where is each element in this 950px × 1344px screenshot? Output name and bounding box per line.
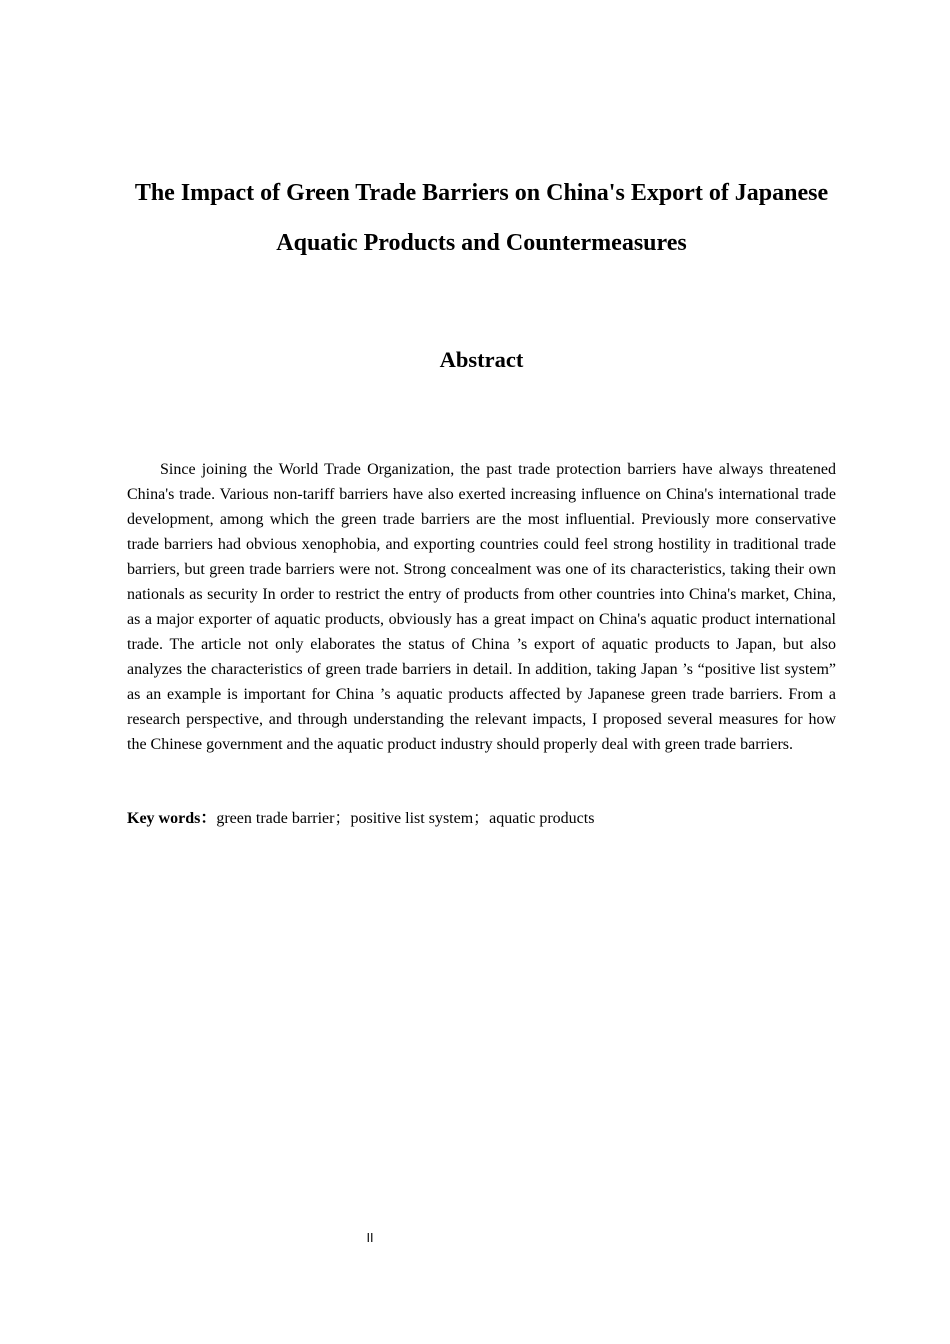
page-number: II (366, 1231, 374, 1245)
abstract-heading: Abstract (439, 347, 524, 372)
document-title: The Impact of Green Trade Barriers on China's Export of Japanese Aquatic Products and Countermeasures (134, 180, 829, 256)
keywords-text: green trade barrier；positive list system；aquatic products (216, 810, 595, 827)
abstract-paragraph: Since joining the World Trade Organization, the past trade protection barriers have always threatened China's trade. Various non-tariff barriers have also exerted increasing influence on China's international trade development, among which the green trade barriers are the most influential. Previously more conservative trade barriers had obvious xenophobia, and exporting countries could feel strong hostility in traditional trade barriers, but green trade barriers were not. Strong concealment was one of its characteristics, taking their own nationals as security In order to restrict the entry of products from other countries into China's market, China, as a major exporter of aquatic products, obviously has a great impact on China's aquatic product international trade. The article not only elaborates the status of China ’s export of aquatic products to Japan, but also analyzes the characteristics of green trade barriers in detail. In addition, taking Japan ’s “positive list system” as an example is important for China ’s aquatic products affected by Japanese green trade barriers. From a research perspective, and through understanding the relevant impacts, I proposed several measures for how the Chinese government and the aquatic product industry should properly deal with green trade barriers. (127, 461, 836, 753)
keywords-label: Key words： (127, 810, 217, 827)
keywords-line (127, 806, 836, 831)
